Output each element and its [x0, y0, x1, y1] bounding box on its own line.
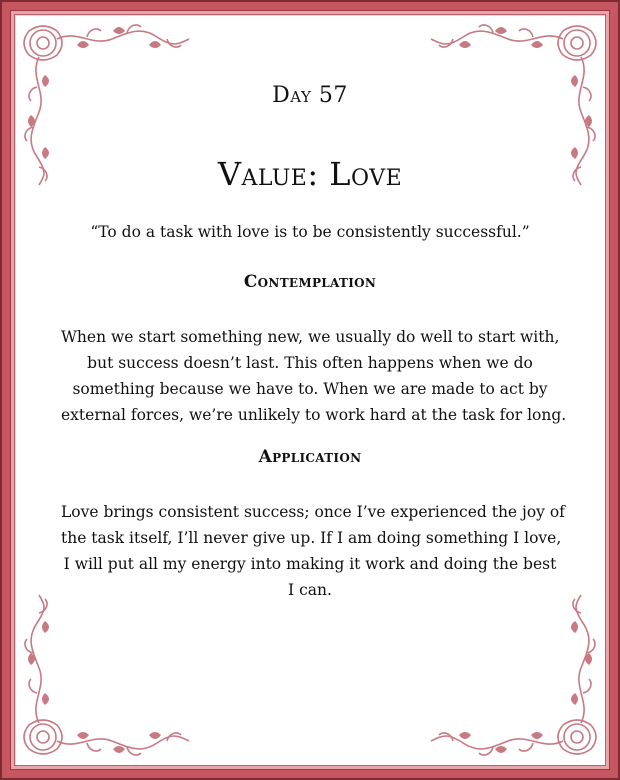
paragraph-line: the task itself, I’ll never give up. If I am doing something I love, — [61, 529, 562, 547]
corner-flourish-icon — [423, 593, 603, 763]
value-title: Value: Love — [217, 155, 403, 193]
paragraph-line: Love brings consistent success; once I’ve experienced the joy of — [61, 503, 565, 521]
application-paragraph — [61, 499, 565, 603]
section-heading-contemplation: Contemplation — [243, 272, 377, 292]
paragraph-line: I can. — [288, 581, 332, 599]
paragraph-line: something because we have to. When we are made to act by — [72, 380, 548, 398]
corner-flourish-icon — [17, 593, 197, 763]
section-heading-application: Application — [258, 447, 362, 467]
contemplation-paragraph — [61, 324, 567, 428]
paragraph-line: external forces, we’re unlikely to work hard at the task for long. — [61, 406, 567, 424]
frame-border — [10, 10, 610, 770]
paper — [14, 14, 606, 766]
paragraph-line: When we start something new, we usually do well to start with, — [61, 328, 560, 346]
day-label: Day 57 — [272, 83, 348, 108]
paragraph-line: but success doesn’t last. This often happens when we do — [87, 354, 533, 372]
paragraph-line: I will put all my energy into making it work and doing the best — [63, 555, 557, 573]
quote: “To do a task with love is to be consistently successful.” — [90, 223, 530, 241]
